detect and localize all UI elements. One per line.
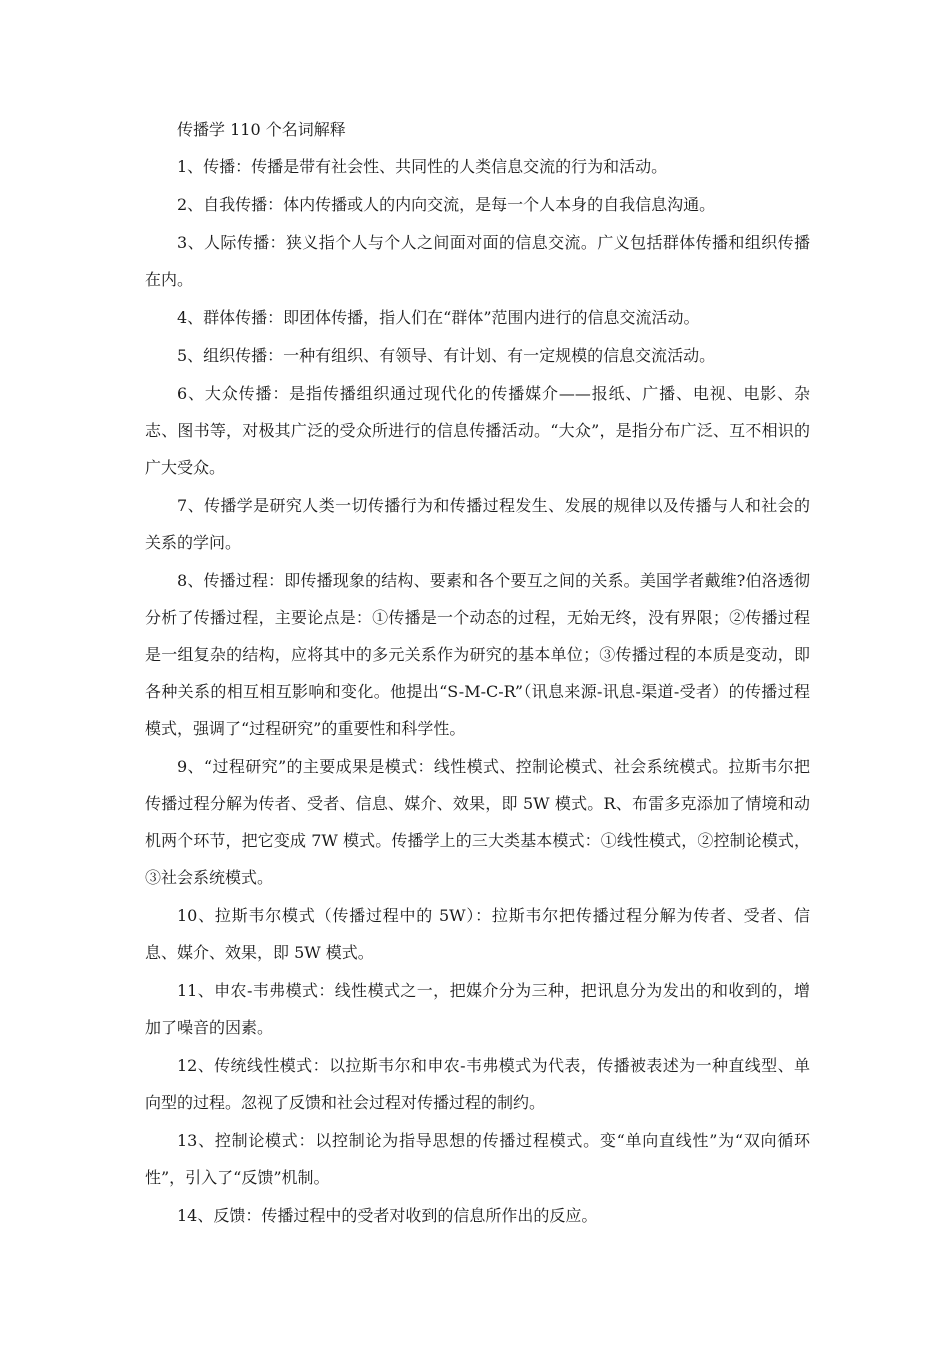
term-paragraph: 14、反馈：传播过程中的受者对收到的信息所作出的反应。 bbox=[177, 1206, 598, 1225]
term-paragraph: 13、控制论模式：以控制论为指导思想的传播过程模式。变“单向直线性”为“双向循环性”，引入了“反馈”机制。 bbox=[145, 1131, 810, 1187]
term-paragraph: 6、大众传播：是指传播组织通过现代化的传播媒介——报纸、广播、电视、电影、杂志、图书等，对极其广泛的受众所进行的信息传播活动。“大众”，是指分布广泛、互不相识的广大受众。 bbox=[145, 384, 810, 477]
term-paragraph: 9、“过程研究”的主要成果是模式：线性模式、控制论模式、社会系统模式。拉斯韦尔把传播过程分解为传者、受者、信息、媒介、效果，即 5W 模式。R、布雷多克添加了情境和动机两个环节，把它变成 7W 模式。传播学上的三大类基本模式：①线性模式，②控制论模式，③社会系统模式。 bbox=[145, 757, 810, 887]
term-paragraph: 5、组织传播：一种有组织、有领导、有计划、有一定规模的信息交流活动。 bbox=[177, 346, 716, 365]
term-paragraph: 3、人际传播：狭义指个人与个人之间面对面的信息交流。广义包括群体传播和组织传播在内。 bbox=[145, 233, 810, 289]
term-paragraph: 2、自我传播：体内传播或人的内向交流，是每一个人本身的自我信息沟通。 bbox=[177, 195, 716, 214]
document-title: 传播学 110 个名词解释 bbox=[177, 120, 346, 139]
term-paragraph: 7、传播学是研究人类一切传播行为和传播过程发生、发展的规律以及传播与人和社会的关系的学问。 bbox=[145, 496, 810, 552]
term-paragraph: 11、申农-韦弗模式：线性模式之一，把媒介分为三种，把讯息分为发出的和收到的，增加了噪音的因素。 bbox=[145, 981, 810, 1037]
term-paragraph: 12、传统线性模式：以拉斯韦尔和申农-韦弗模式为代表，传播被表述为一种直线型、单向型的过程。忽视了反馈和社会过程对传播过程的制约。 bbox=[145, 1056, 810, 1112]
term-paragraph: 1、传播：传播是带有社会性、共同性的人类信息交流的行为和活动。 bbox=[177, 157, 668, 176]
term-paragraph: 8、传播过程：即传播现象的结构、要素和各个要互之间的关系。美国学者戴维?伯洛透彻分析了传播过程，主要论点是：①传播是一个动态的过程，无始无终，没有界限；②传播过程是一组复杂的结构，应将其中的多元关系作为研究的基本单位；③传播过程的本质是变动，即各种关系的相互相互影响和变化。他提出“S-M-C-R”（讯息来源-讯息-渠道-受者）的传播过程模式，强调了“过程研究”的重要性和科学性。 bbox=[145, 571, 810, 738]
document-body bbox=[145, 116, 810, 1235]
term-paragraph: 4、群体传播：即团体传播，指人们在“群体”范围内进行的信息交流活动。 bbox=[177, 308, 700, 327]
term-paragraph: 10、拉斯韦尔模式（传播过程中的 5W）：拉斯韦尔把传播过程分解为传者、受者、信息、媒介、效果，即 5W 模式。 bbox=[145, 906, 810, 962]
